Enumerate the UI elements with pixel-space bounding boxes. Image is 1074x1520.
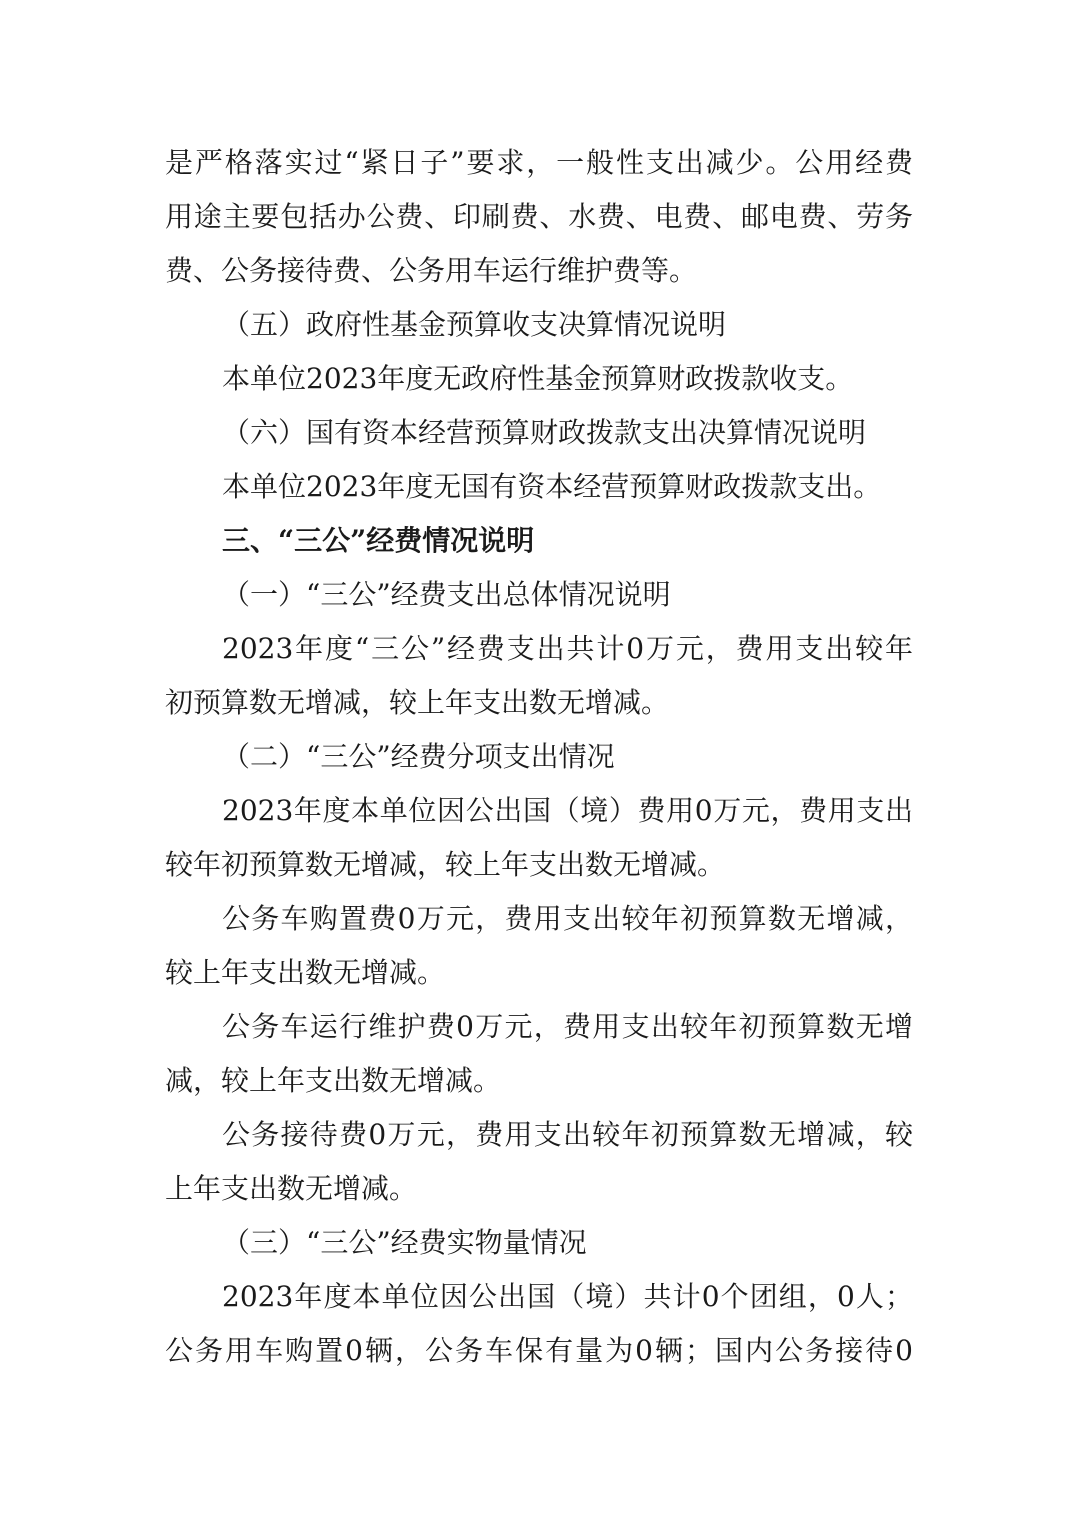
body-text-line: 公务车购置费0万元，费用支出较年初预算数无增减， [222, 902, 913, 935]
body-text-line: 较上年支出数无增减。 [165, 956, 446, 989]
body-text-line: 减，较上年支出数无增减。 [165, 1064, 502, 1097]
section-heading-6: （六）国有资本经营预算财政拨款支出决算情况说明 [222, 416, 867, 449]
section-heading-1: （一）“三公”经费支出总体情况说明 [222, 578, 671, 611]
body-text-line: 费、公务接待费、公务用车运行维护费等。 [165, 254, 698, 287]
body-text-line: 公务接待费0万元，费用支出较年初预算数无增减，较 [222, 1118, 913, 1151]
body-text-line: 公务用车购置0辆，公务车保有量为0辆；国内公务接待0 [165, 1334, 913, 1367]
body-text-line: 本单位2023年度无政府性基金预算财政拨款收支。 [222, 362, 854, 395]
body-text-line: 2023年度本单位因公出国（境）费用0万元，费用支出 [222, 794, 913, 827]
section-heading-5: （五）政府性基金预算收支决算情况说明 [222, 308, 727, 341]
body-text-line: 用途主要包括办公费、印刷费、水费、电费、邮电费、劳务 [165, 200, 913, 233]
body-text-line: 本单位2023年度无国有资本经营预算财政拨款支出。 [222, 470, 882, 503]
section-heading-3: （三）“三公”经费实物量情况 [222, 1226, 587, 1259]
body-text-line: 初预算数无增减，较上年支出数无增减。 [165, 686, 670, 719]
body-text-line: 公务车运行维护费0万元，费用支出较年初预算数无增 [222, 1010, 913, 1043]
body-text-line: 较年初预算数无增减，较上年支出数无增减。 [165, 848, 726, 881]
body-text-line: 是严格落实过“紧日子”要求，一般性支出减少。公用经费 [165, 146, 913, 179]
section-heading-2: （二）“三公”经费分项支出情况 [222, 740, 615, 773]
body-text-line: 上年支出数无增减。 [165, 1172, 418, 1205]
chapter-heading-3: 三、“三公”经费情况说明 [222, 524, 535, 557]
body-text-line: 2023年度本单位因公出国（境）共计0个团组，0人； [222, 1280, 913, 1313]
body-text-line: 2023年度“三公”经费支出共计0万元，费用支出较年 [222, 632, 913, 665]
